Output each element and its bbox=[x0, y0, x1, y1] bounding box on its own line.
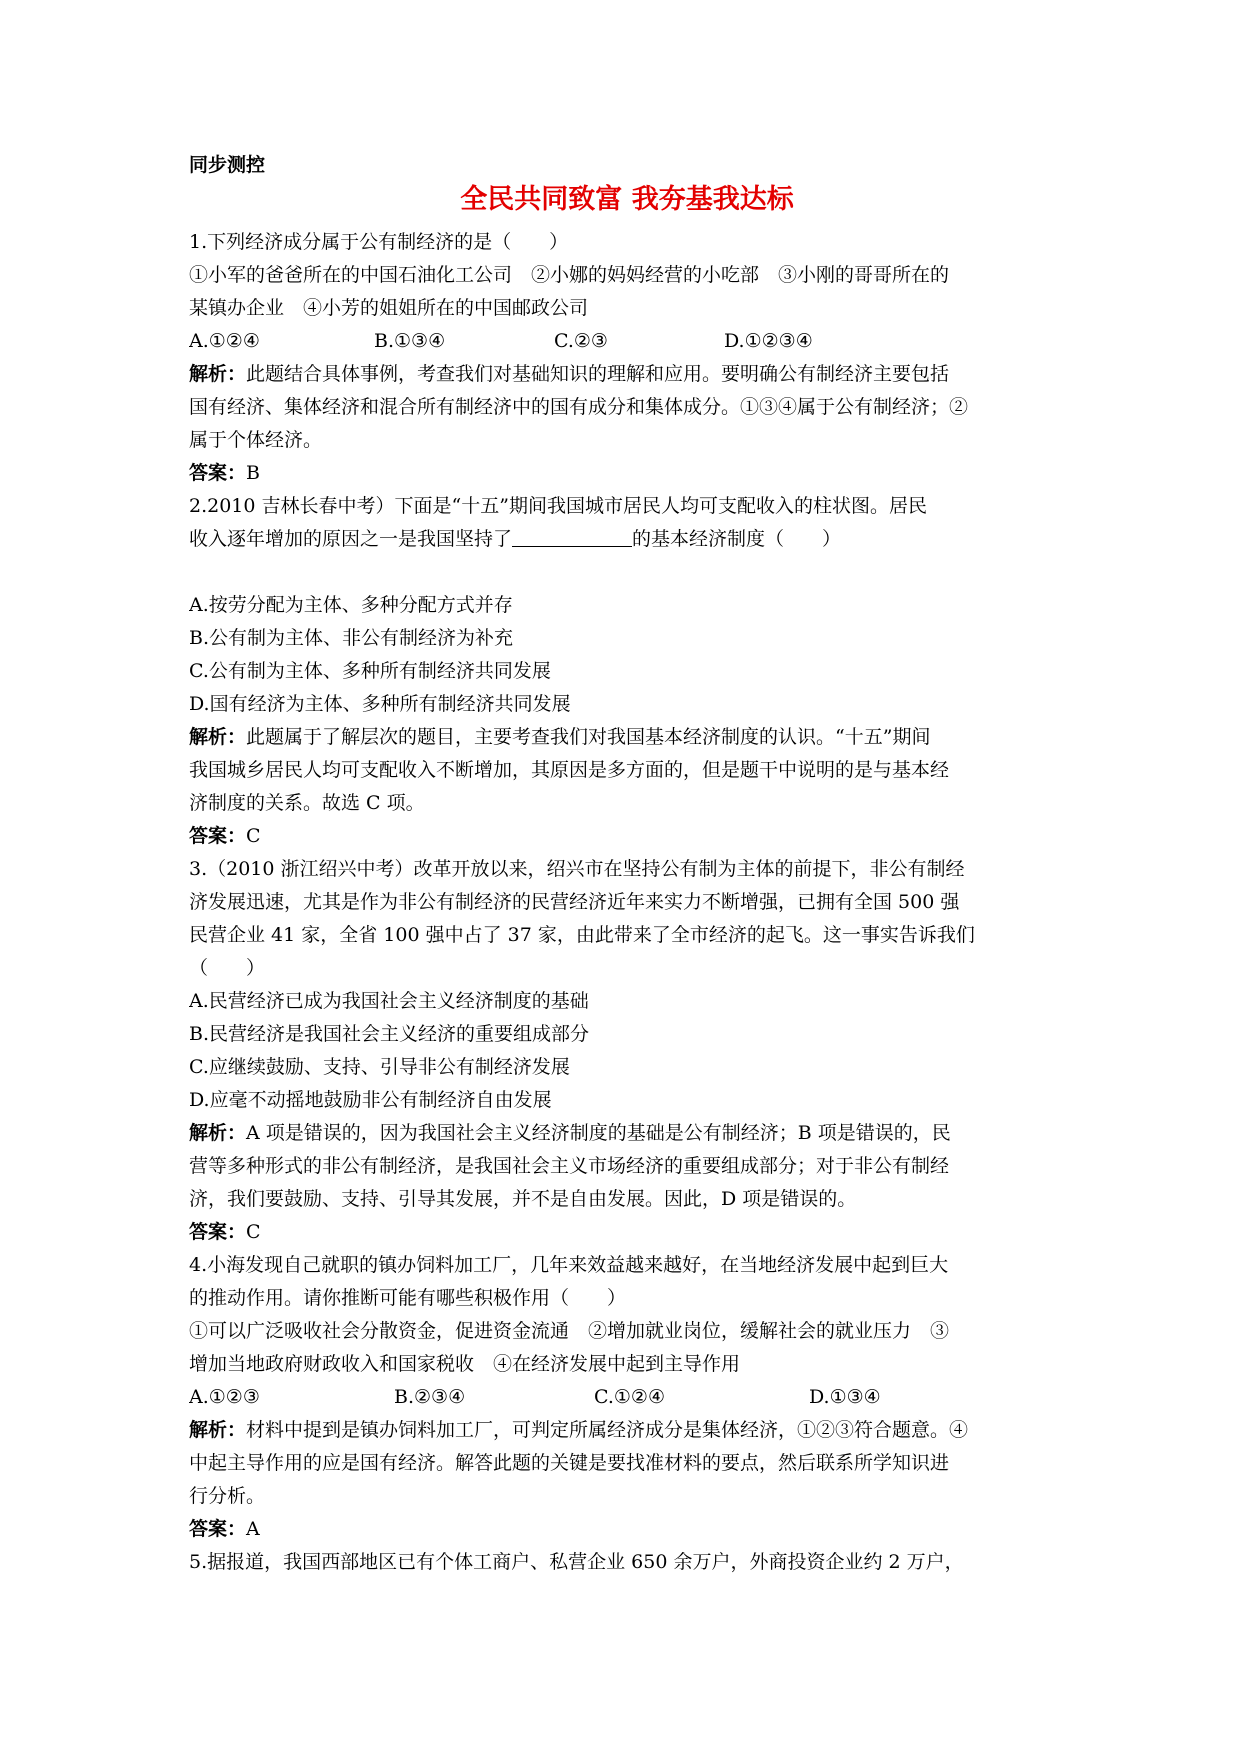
question-items: 增加当地政府财政收入和国家税收 ④在经济发展中起到主导作用 bbox=[189, 1353, 741, 1375]
analysis bbox=[189, 721, 1065, 754]
question-items: ①小军的爸爸所在的中国石油化工公司 ②小娜的妈妈经营的小吃部 ③小刚的哥哥所在的 bbox=[189, 264, 950, 286]
option-a: A.①②③ bbox=[189, 1386, 260, 1408]
fill-blank bbox=[512, 526, 632, 547]
answer-value: A bbox=[246, 1518, 260, 1540]
option-d: D.①③④ bbox=[809, 1386, 881, 1408]
analysis bbox=[189, 1414, 1065, 1447]
answer-value: C bbox=[246, 825, 261, 847]
question-stem: 的推动作用。请你推断可能有哪些积极作用（ ） bbox=[189, 1287, 627, 1309]
answer-label: 答案： bbox=[189, 462, 247, 484]
option-a: A.按劳分配为主体、多种分配方式并存 bbox=[189, 594, 513, 616]
option-c: C.②③ bbox=[554, 330, 608, 352]
question-1 bbox=[189, 226, 1065, 490]
question-items: 某镇办企业 ④小芳的姐姐所在的中国邮政公司 bbox=[189, 297, 589, 319]
analysis-text: 属于个体经济。 bbox=[189, 429, 323, 451]
option-b: B.②③④ bbox=[394, 1386, 466, 1408]
question-3 bbox=[189, 853, 1065, 1249]
question-stem: 3.（2010 浙江绍兴中考）改革开放以来，绍兴市在坚持公有制为主体的前提下，非公有制经 bbox=[189, 858, 965, 880]
analysis-label: 解析： bbox=[189, 1122, 247, 1144]
document-page bbox=[189, 150, 1065, 1579]
analysis bbox=[189, 1117, 1065, 1150]
analysis-label: 解析： bbox=[189, 363, 247, 385]
question-stem bbox=[189, 523, 1065, 556]
spacer bbox=[189, 556, 1065, 589]
analysis-text: 我国城乡居民人均可支配收入不断增加，其原因是多方面的，但是题干中说明的是与基本经 bbox=[189, 759, 950, 781]
answer bbox=[189, 1216, 1065, 1249]
analysis-text: 营等多种形式的非公有制经济，是我国社会主义市场经济的重要组成部分；对于非公有制经 bbox=[189, 1155, 950, 1177]
answer-value: C bbox=[246, 1221, 261, 1243]
analysis-label: 解析： bbox=[189, 726, 247, 748]
analysis-text: 中起主导作用的应是国有经济。解答此题的关键是要找准材料的要点，然后联系所学知识进 bbox=[189, 1452, 950, 1474]
option-a: A.民营经济已成为我国社会主义经济制度的基础 bbox=[189, 990, 589, 1012]
analysis-text: 材料中提到是镇办饲料加工厂，可判定所属经济成分是集体经济，①②③符合题意。④ bbox=[246, 1419, 969, 1441]
option-c: C.①②④ bbox=[594, 1386, 665, 1408]
analysis bbox=[189, 358, 1065, 391]
analysis-text: 此题属于了解层次的题目，主要考查我们对我国基本经济制度的认识。“十五”期间 bbox=[246, 726, 931, 748]
question-stem: （ ） bbox=[189, 957, 266, 979]
answer-label: 答案： bbox=[189, 1518, 247, 1540]
option-b: B.民营经济是我国社会主义经济的重要组成部分 bbox=[189, 1023, 590, 1045]
option-d: D.国有经济为主体、多种所有制经济共同发展 bbox=[189, 693, 571, 715]
question-stem: 5.据报道，我国西部地区已有个体工商户、私营企业 650 余万户，外商投资企业约 2 万户， bbox=[189, 1551, 964, 1573]
option-c: C.应继续鼓励、支持、引导非公有制经济发展 bbox=[189, 1056, 570, 1078]
question-stem: 民营企业 41 家，全省 100 强中占了 37 家，由此带来了全市经济的起飞。这一事实告诉我们 bbox=[189, 924, 975, 946]
question-options bbox=[189, 1381, 1065, 1414]
option-b: B.①③④ bbox=[374, 330, 446, 352]
answer-label: 答案： bbox=[189, 825, 247, 847]
option-b: B.公有制为主体、非公有制经济为补充 bbox=[189, 627, 514, 649]
stem-part: 收入逐年增加的原因之一是我国坚持了 bbox=[189, 528, 513, 550]
question-stem: 济发展迅速，尤其是作为非公有制经济的民营经济近年来实力不断增强，已拥有全国 500 强 bbox=[189, 891, 960, 913]
answer-value: B bbox=[246, 462, 260, 484]
analysis-text: A 项是错误的，因为我国社会主义经济制度的基础是公有制经济；B 项是错误的，民 bbox=[246, 1122, 951, 1144]
option-c: C.公有制为主体、多种所有制经济共同发展 bbox=[189, 660, 551, 682]
option-d: D.①②③④ bbox=[724, 330, 813, 352]
question-stem: 2.2010 吉林长春中考）下面是“十五”期间我国城市居民人均可支配收入的柱状图。居民 bbox=[189, 495, 927, 517]
analysis-text: 此题结合具体事例，考查我们对基础知识的理解和应用。要明确公有制经济主要包括 bbox=[246, 363, 950, 385]
analysis-label: 解析： bbox=[189, 1419, 247, 1441]
analysis-text: 济制度的关系。故选 C 项。 bbox=[189, 792, 425, 814]
question-stem: 1.下列经济成分属于公有制经济的是（ ） bbox=[189, 231, 569, 253]
section-header: 同步测控 bbox=[189, 154, 266, 176]
option-d: D.应毫不动摇地鼓励非公有制经济自由发展 bbox=[189, 1089, 552, 1111]
question-5 bbox=[189, 1546, 1065, 1579]
question-options bbox=[189, 325, 1065, 358]
page-title: 全民共同致富 我夯基我达标 bbox=[460, 184, 794, 215]
question-items: ①可以广泛吸收社会分散资金，促进资金流通 ②增加就业岗位，缓解社会的就业压力 ③ bbox=[189, 1320, 950, 1342]
question-stem: 4.小海发现自己就职的镇办饲料加工厂，几年来效益越来越好，在当地经济发展中起到巨大 bbox=[189, 1254, 949, 1276]
answer-label: 答案： bbox=[189, 1221, 247, 1243]
answer bbox=[189, 457, 1065, 490]
answer bbox=[189, 1513, 1065, 1546]
question-4 bbox=[189, 1249, 1065, 1546]
option-a: A.①②④ bbox=[189, 330, 260, 352]
analysis-text: 济，我们要鼓励、支持、引导其发展，并不是自由发展。因此，D 项是错误的。 bbox=[189, 1188, 857, 1210]
stem-part: 的基本经济制度（ ） bbox=[632, 528, 842, 550]
analysis-text: 行分析。 bbox=[189, 1485, 266, 1507]
question-2 bbox=[189, 490, 1065, 853]
answer bbox=[189, 820, 1065, 853]
analysis-text: 国有经济、集体经济和混合所有制经济中的国有成分和集体成分。①③④属于公有制经济；② bbox=[189, 396, 969, 418]
